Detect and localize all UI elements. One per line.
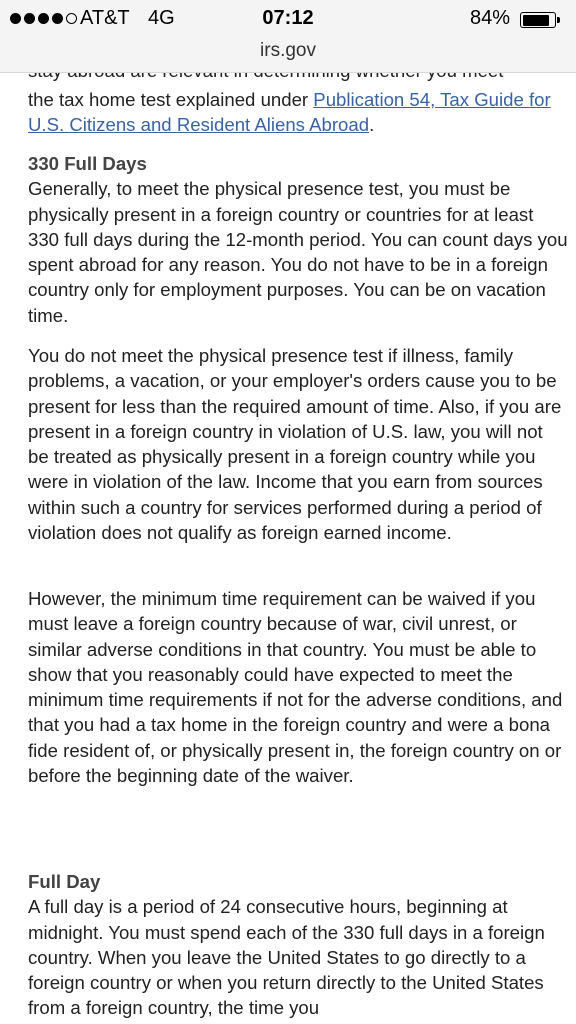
publication-54-link[interactable]: Publication 54, Tax Guide for U.S. Citizens and Resident Aliens Abroad [28, 89, 551, 136]
status-bar [0, 0, 576, 36]
paragraph: You do not meet the physical presence test if illness, family problems, a vacation, or your employer's orders cause you to be present for less than the required amount of time. Also, if you are present in a foreign country in violation of U.S. law, you will not be treated as physically present in a foreign country while you were in violation of the law. Income that you earn from sources within such a country for services performed during a period of violation does not qualify as foreign earned income. [28, 345, 562, 544]
intro-text [28, 87, 568, 138]
section-330-full-days [28, 151, 568, 328]
page-content[interactable] [0, 50, 576, 1024]
carrier-name: AT&T [80, 7, 130, 29]
section-full-day [28, 869, 568, 1021]
intro-after-link: . [369, 114, 375, 136]
section-heading: Full Day [28, 871, 101, 892]
battery-tip [557, 17, 560, 23]
section-heading: 330 Full Days [28, 153, 147, 174]
paragraph: A full day is a period of 24 consecutive hours, beginning at midnight. You must spend each of the 330 full days in a foreign country. When you leave the United States to go directly to a foreign country or when you return directly to the United States from a foreign country, the time you [28, 896, 545, 1019]
intro-paragraph [28, 87, 568, 138]
battery-level-fill [523, 15, 549, 26]
intro-before-link: the tax home test explained under [28, 89, 314, 110]
address-bar[interactable]: irs.gov [260, 40, 316, 61]
battery-percent: 84% [470, 7, 511, 29]
browser-top-bar [0, 0, 576, 73]
battery-icon [520, 12, 556, 28]
waiver-paragraph [28, 586, 568, 788]
network-type: 4G [148, 7, 175, 29]
physical-presence-paragraph [28, 343, 568, 545]
paragraph: Generally, to meet the physical presence test, you must be physically present in a foreign country or countries for at least 330 full days during the 12-month period. You can count days you spent abroad for any reason. You do not have to be in a foreign country only for employment purposes. You can be on vacation time. [28, 178, 568, 326]
status-time: 07:12 [262, 7, 314, 29]
paragraph: However, the minimum time requirement can be waived if you must leave a foreign country because of war, civil unrest, or similar adverse conditions in that country. You must be able to show that you reasonably could have expected to meet the minimum time requirements if not for the adverse conditions, and that you had a tax home in the foreign country and were a bona fide resident of, or physically present in, the foreign country on or before the beginning date of the waiver. [28, 588, 563, 787]
